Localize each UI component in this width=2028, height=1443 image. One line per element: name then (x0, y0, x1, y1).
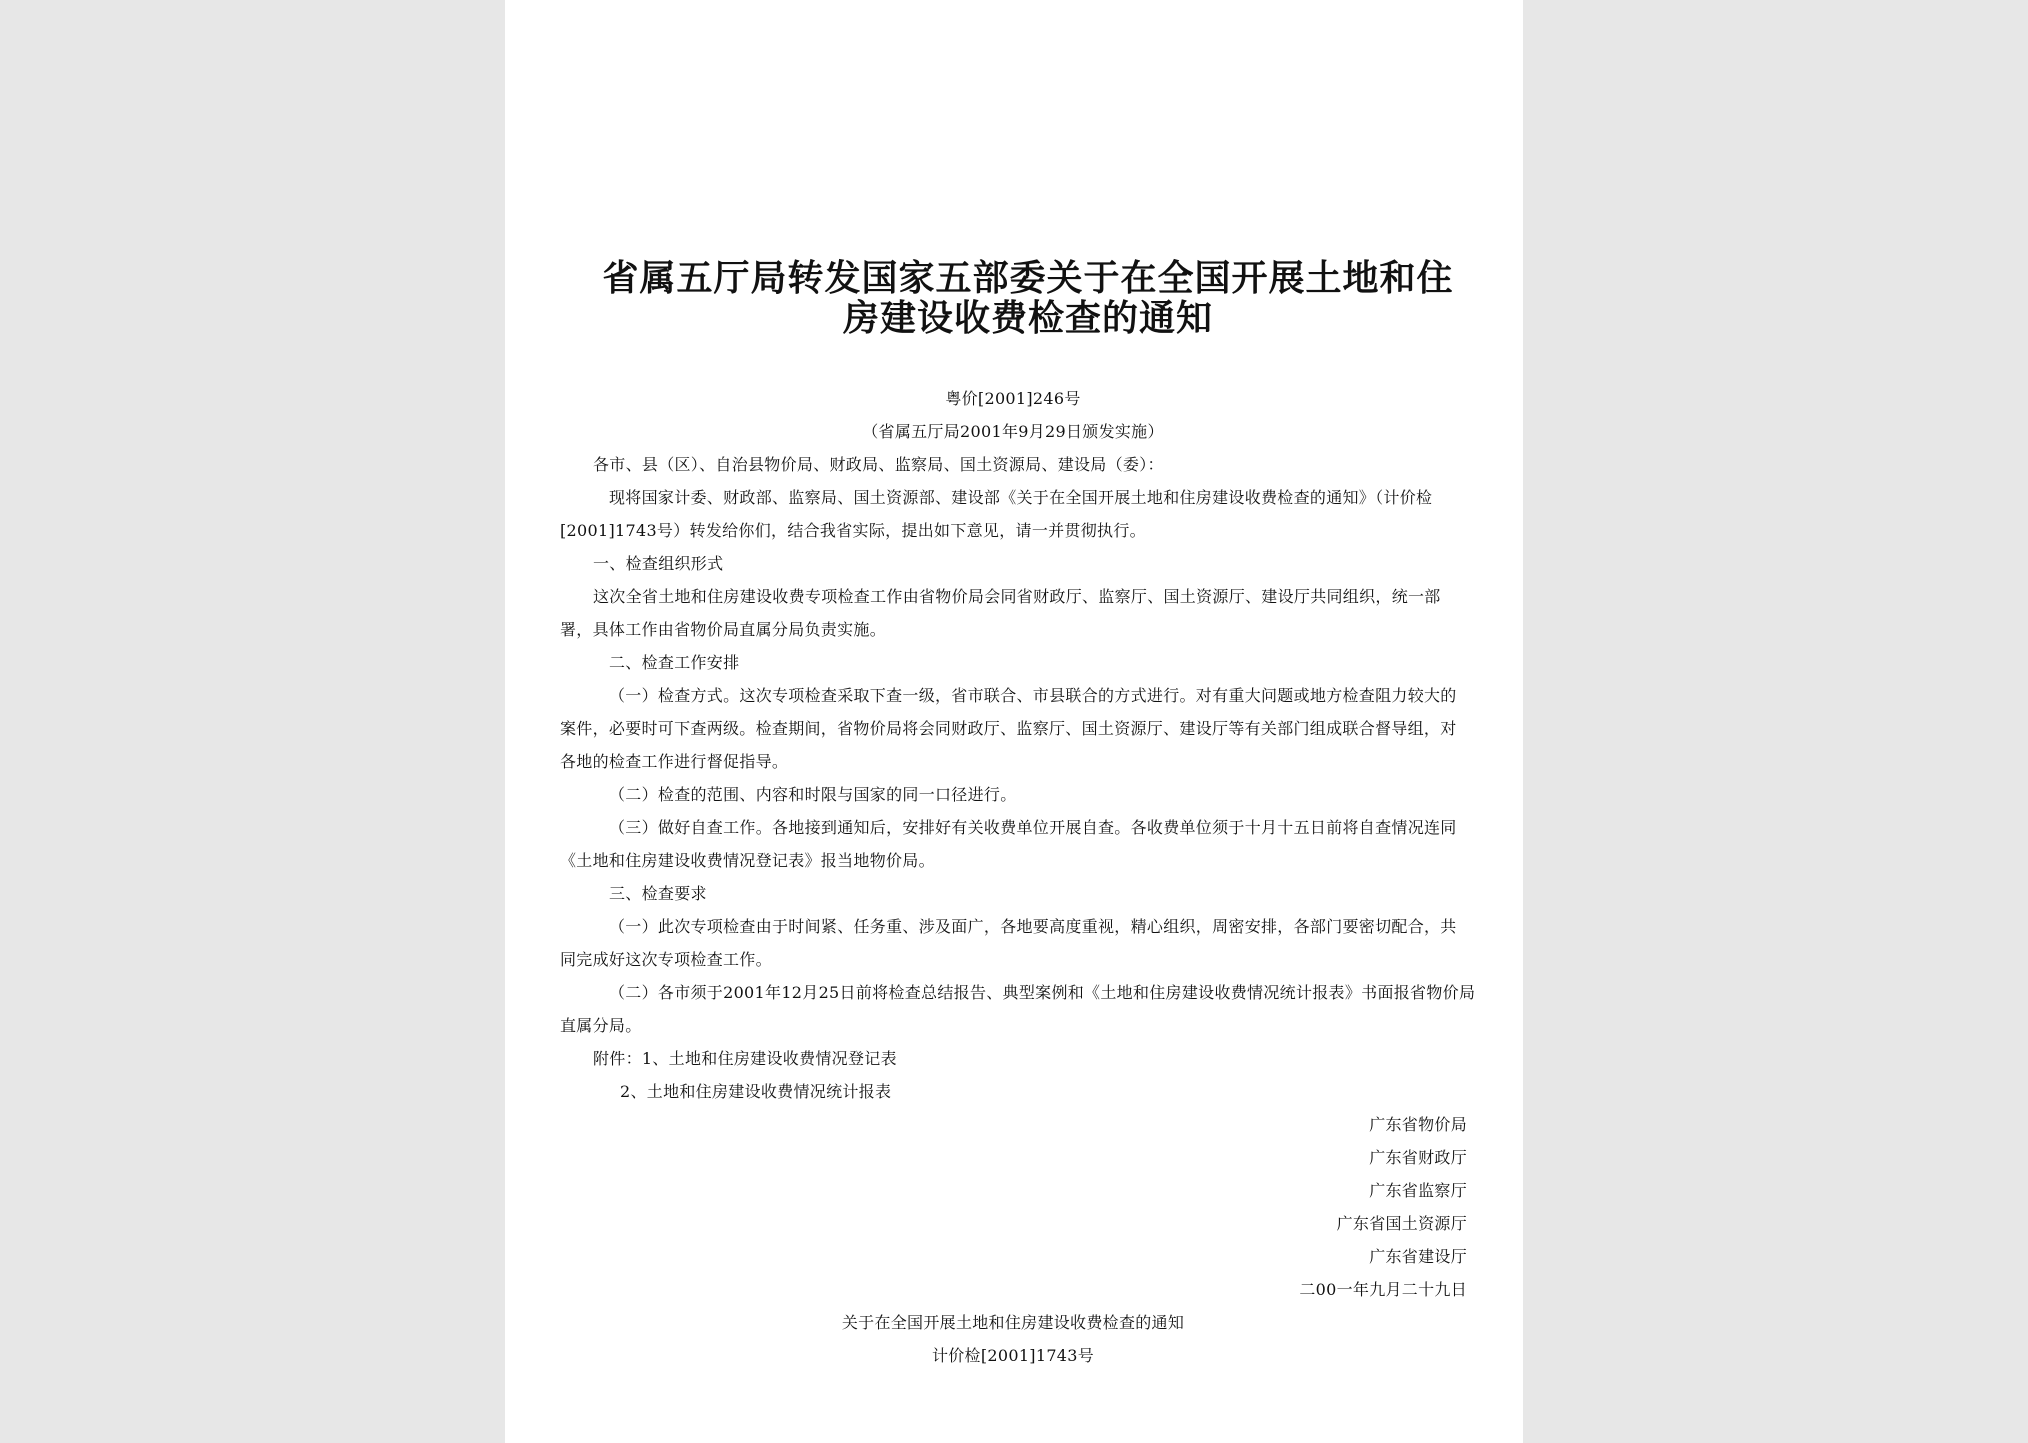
issue-date: 二00一年九月二十九日 (1299, 1280, 1467, 1299)
section-2-item-1-line-2: 案件，必要时可下查两级。检查期间，省物价局将会同财政厅、监察厅、国土资源厅、建设厅等有关部门组成联合督导组，对 (560, 719, 1457, 738)
section-3-item-2-line-2: 直属分局。 (560, 1016, 642, 1035)
signatory-land-resources-department: 广东省国土资源厅 (1336, 1214, 1467, 1233)
signatory-price-bureau: 广东省物价局 (1369, 1115, 1467, 1134)
signatory-construction-department: 广东省建设厅 (1369, 1247, 1467, 1266)
section-3-item-2-line-1: （二）各市须于2001年12月25日前将检查总结报告、典型案例和《土地和住房建设收费情况统计报表》书面报省物价局 (609, 983, 1476, 1002)
section-3-item-1-line-1: （一）此次专项检查由于时间紧、任务重、涉及面广，各地要高度重视，精心组织，周密安排，各部门要密切配合，共 (609, 917, 1457, 936)
section-2-item-2: （二）检查的范围、内容和时限与国家的同一口径进行。 (609, 785, 1017, 804)
attachment-1: 附件：1、土地和住房建设收费情况登记表 (593, 1049, 897, 1068)
intro-paragraph-line-2: [2001]1743号）转发给你们，结合我省实际，提出如下意见，请一并贯彻执行。 (560, 521, 1146, 540)
section-1-paragraph-line-2: 署，具体工作由省物价局直属分局负责实施。 (560, 620, 887, 639)
document-title-line-2: 房建设收费检查的通知 (842, 297, 1214, 339)
section-1-paragraph-line-1: 这次全省土地和住房建设收费专项检查工作由省物价局会同省财政厅、监察厅、国土资源厅、建设厅共同组织，统一部 (593, 587, 1441, 606)
attachment-2: 2、土地和住房建设收费情况统计报表 (620, 1082, 892, 1101)
section-1-heading: 一、检查组织形式 (593, 554, 724, 573)
section-3-heading: 三、检查要求 (609, 884, 707, 903)
section-2-heading: 二、检查工作安排 (609, 653, 740, 672)
section-2-item-1-line-1: （一）检查方式。这次专项检查采取下查一级，省市联合、市县联合的方式进行。对有重大问题或地方检查阻力较大的 (609, 686, 1457, 705)
signatory-supervision-department: 广东省监察厅 (1369, 1181, 1467, 1200)
document-title-line-1: 省属五厅局转发国家五部委关于在全国开展土地和住 (602, 257, 1454, 299)
section-2-item-3-line-1: （三）做好自查工作。各地接到通知后，安排好有关收费单位开展自查。各收费单位须于十月十五日前将自查情况连同 (609, 818, 1457, 837)
section-2-item-3-line-2: 《土地和住房建设收费情况登记表》报当地物价局。 (560, 851, 935, 870)
section-3-item-1-line-2: 同完成好这次专项检查工作。 (560, 950, 772, 969)
footer-title: 关于在全国开展土地和住房建设收费检查的通知 (841, 1313, 1185, 1332)
document-number: 粤价[2001]246号 (945, 389, 1081, 408)
document-page (505, 0, 1523, 1443)
salutation: 各市、县（区）、自治县物价局、财政局、监察局、国土资源局、建设局（委）： (593, 455, 1164, 474)
section-2-item-1-line-3: 各地的检查工作进行督促指导。 (560, 752, 789, 771)
issue-note: （省属五厅局2001年9月29日颁发实施） (862, 422, 1164, 441)
intro-paragraph-line-1: 现将国家计委、财政部、监察局、国土资源部、建设部《关于在全国开展土地和住房建设收费检查的通知》（计价检 (609, 488, 1433, 507)
footer-number: 计价检[2001]1743号 (931, 1346, 1095, 1365)
signatory-finance-department: 广东省财政厅 (1369, 1148, 1467, 1167)
